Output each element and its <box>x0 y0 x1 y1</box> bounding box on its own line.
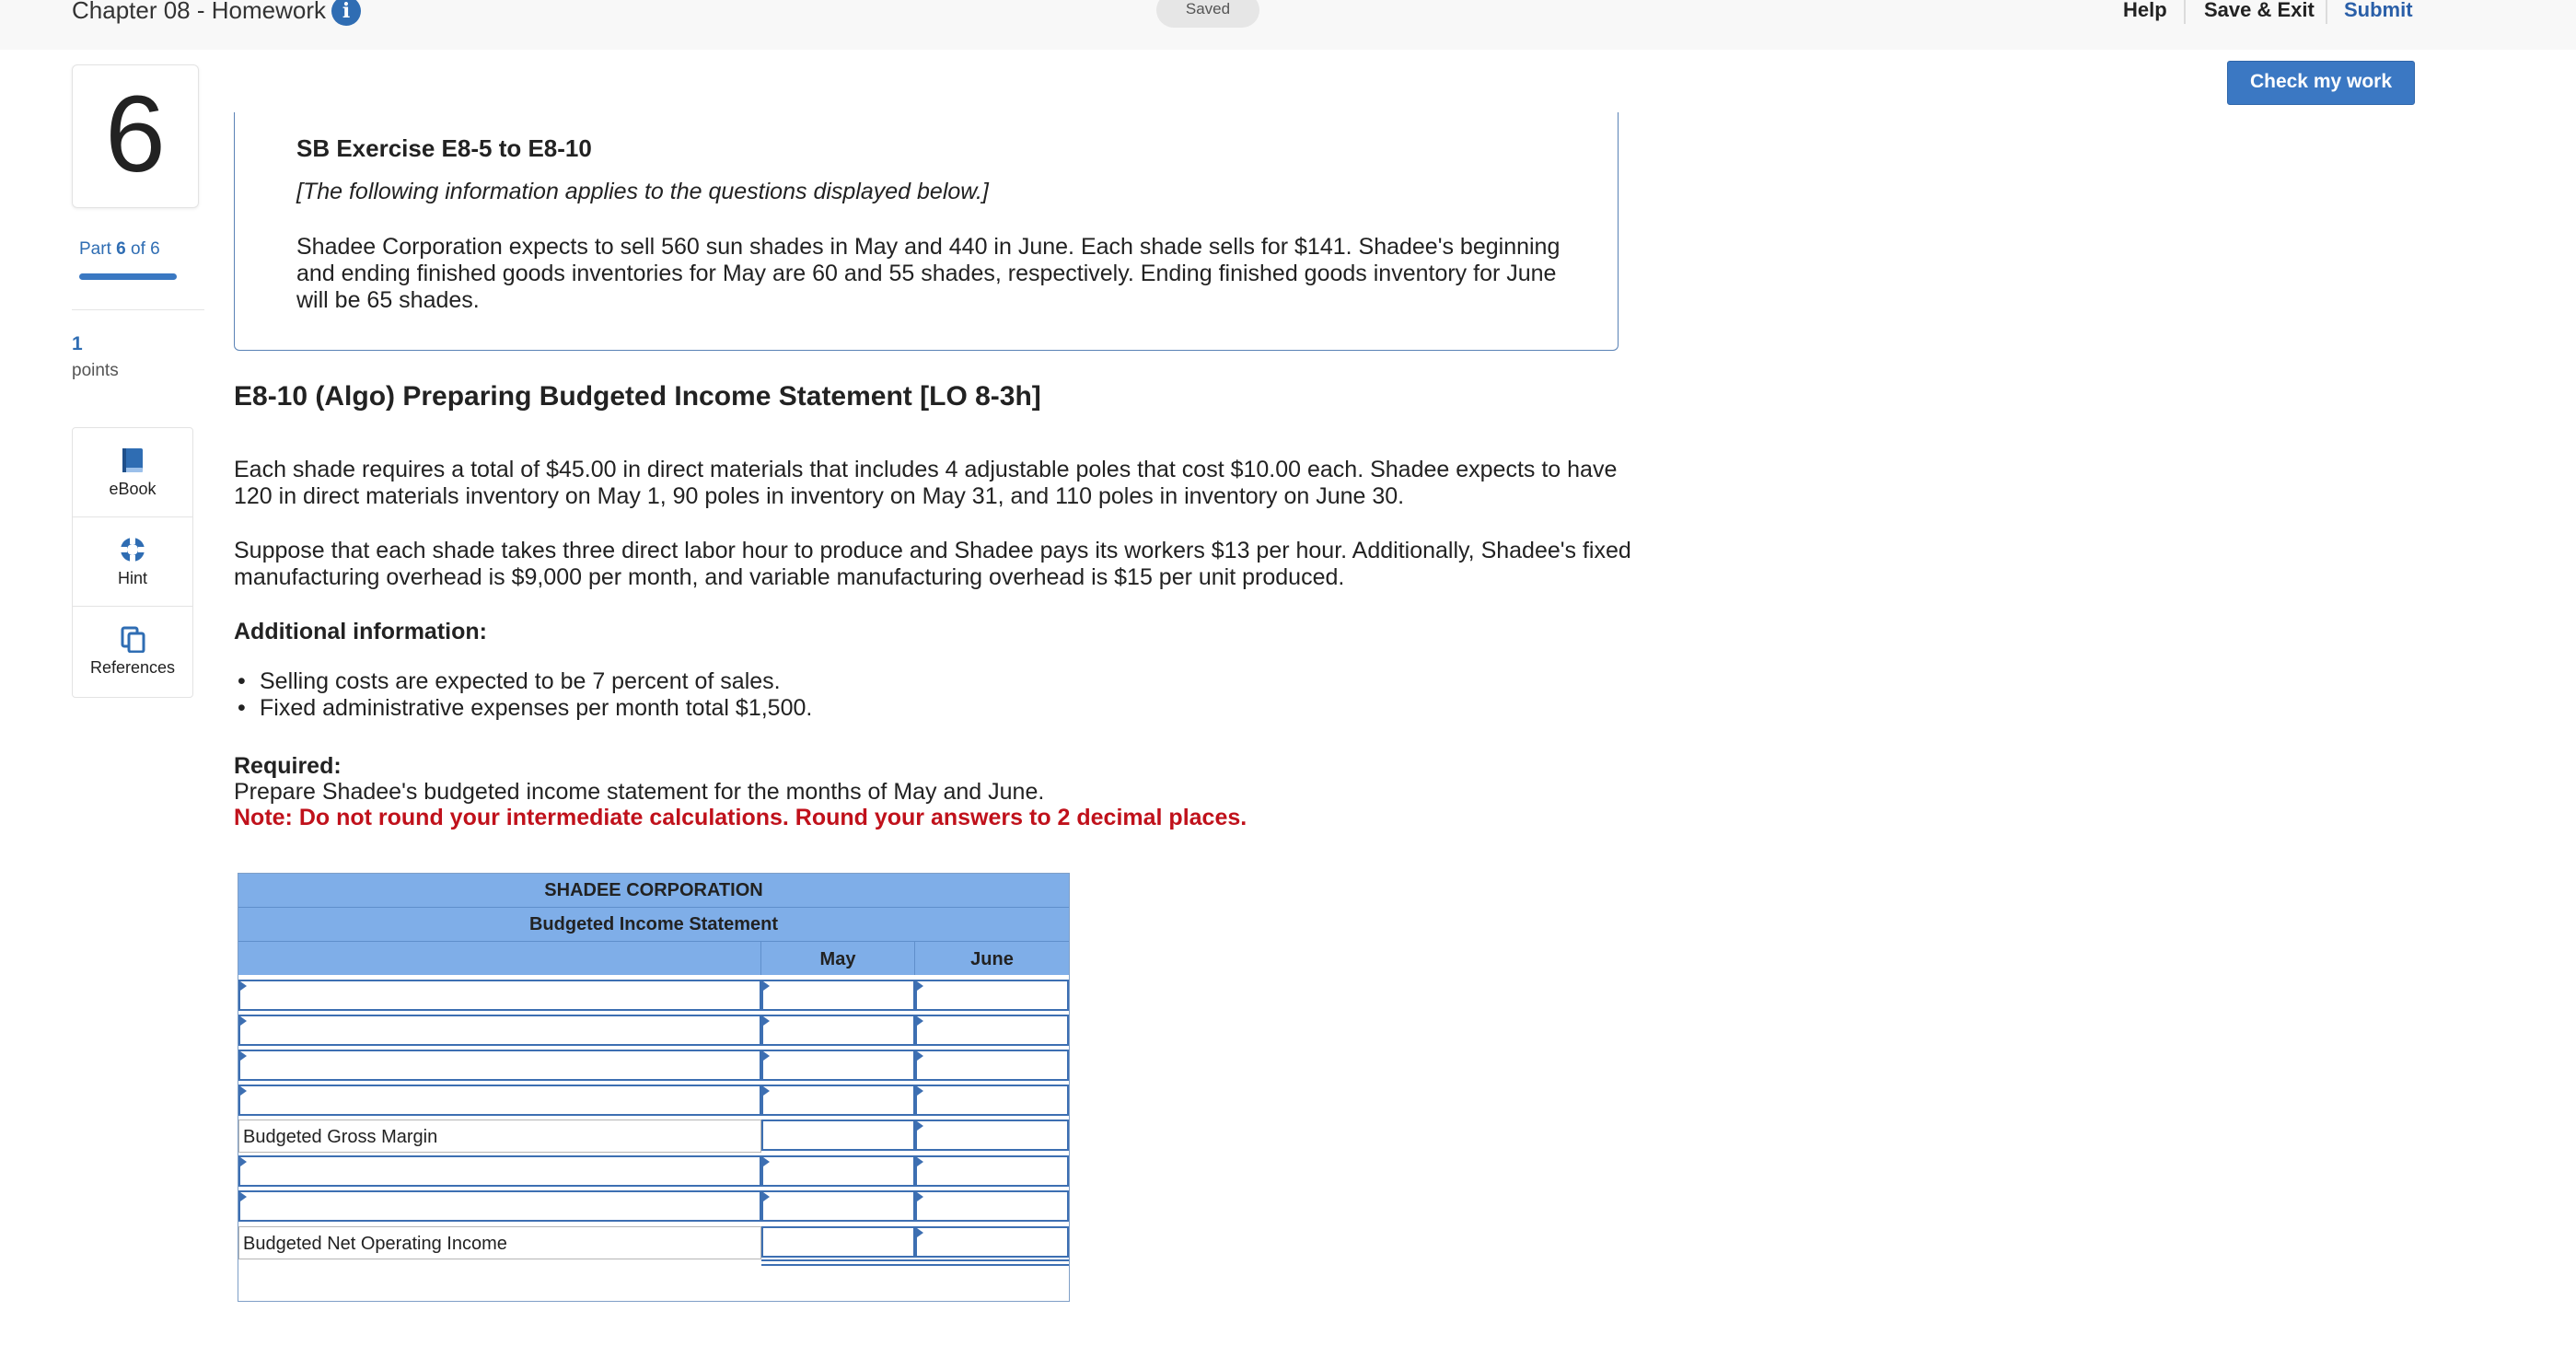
june-column-header: June <box>915 942 1069 975</box>
dropdown-marker-icon <box>917 1051 923 1061</box>
june-amount-input[interactable] <box>915 980 1069 1011</box>
dropdown-marker-icon <box>763 1051 770 1061</box>
dropdown-marker-icon <box>763 981 770 991</box>
account-dropdown[interactable] <box>238 1190 761 1222</box>
dropdown-marker-icon <box>763 1086 770 1096</box>
hint-icon <box>119 536 146 563</box>
info-icon[interactable]: i <box>331 0 361 26</box>
question-paragraph: Each shade requires a total of $45.00 in direct materials that includes 4 adjustable poles that cost $10.00 each. Shadee expects to have 120 in direct materials inventory on May 1, 90 poles in inventory on May 31, and 110 poles in inventory on June 30. <box>234 457 1618 509</box>
account-dropdown[interactable] <box>238 1050 761 1081</box>
may-amount-input[interactable] <box>761 1085 915 1116</box>
part-progress-bar <box>79 273 177 280</box>
rounding-note: Note: Do not round your intermediate calculations. Round your answers to 2 decimal places. <box>234 805 1247 830</box>
part-prefix: Part <box>79 239 111 259</box>
account-dropdown[interactable] <box>238 1085 761 1116</box>
may-amount-input[interactable] <box>761 1015 915 1046</box>
ebook-icon <box>119 447 146 474</box>
additional-info-list <box>234 668 812 722</box>
account-dropdown[interactable] <box>238 1015 761 1046</box>
intro-heading: SB Exercise E8-5 to E8-10 <box>296 134 592 162</box>
divider <box>2326 0 2327 24</box>
tools-panel <box>72 427 193 698</box>
ebook-button[interactable] <box>73 428 192 516</box>
net-operating-income-label: Budgeted Net Operating Income <box>238 1226 761 1259</box>
dropdown-marker-icon <box>240 1051 247 1061</box>
required-heading: Required: <box>234 753 342 779</box>
dropdown-marker-icon <box>763 1157 770 1166</box>
may-column-header: May <box>761 942 915 975</box>
intro-body: Shadee Corporation expects to sell 560 sun shades in May and 440 in June. Each shade sells for $141. Shadee's beginning and ending finished goods inventories for May are 60 and 55 shades, respectively. Ending finished goods inventory for June will be 65 shades. <box>296 234 1561 313</box>
label-column-header <box>238 942 761 975</box>
june-amount-input[interactable] <box>915 1050 1069 1081</box>
ebook-label: eBook <box>109 480 157 498</box>
save-exit-link[interactable]: Save & Exit <box>2204 0 2315 21</box>
june-amount-input[interactable] <box>915 1190 1069 1222</box>
may-amount-input[interactable] <box>761 1050 915 1081</box>
june-amount-input[interactable] <box>915 1085 1069 1116</box>
part-of: of 6 <box>131 239 160 259</box>
part-current: 6 <box>116 239 126 259</box>
account-dropdown[interactable] <box>238 1155 761 1187</box>
dropdown-marker-icon <box>917 1016 923 1026</box>
additional-info-heading: Additional information: <box>234 619 487 644</box>
dropdown-marker-icon <box>917 1086 923 1096</box>
june-amount-input[interactable] <box>915 1015 1069 1046</box>
dropdown-marker-icon <box>763 1192 770 1201</box>
dropdown-marker-icon <box>917 1121 923 1131</box>
gross-margin-label: Budgeted Gross Margin <box>238 1120 761 1153</box>
help-link[interactable]: Help <box>2123 0 2167 21</box>
references-label: References <box>89 658 176 677</box>
dropdown-marker-icon <box>917 1157 923 1166</box>
dropdown-marker-icon <box>917 1228 923 1237</box>
divider <box>72 309 204 310</box>
hint-label: Hint <box>117 569 147 587</box>
may-net-income-input[interactable] <box>761 1226 915 1258</box>
hint-button[interactable] <box>73 517 192 606</box>
dropdown-marker-icon <box>240 1157 247 1166</box>
dropdown-marker-icon <box>917 981 923 991</box>
question-number: 6 <box>72 64 199 208</box>
saved-status-badge: Saved <box>1156 0 1259 28</box>
statement-title-header: Budgeted Income Statement <box>238 908 1069 942</box>
dropdown-marker-icon <box>240 1086 247 1096</box>
may-amount-input[interactable] <box>761 980 915 1011</box>
account-dropdown[interactable] <box>238 980 761 1011</box>
references-icon <box>119 625 146 653</box>
june-net-income-input[interactable] <box>915 1226 1069 1258</box>
points-value: 1 <box>72 333 83 354</box>
divider <box>2184 0 2186 24</box>
dropdown-marker-icon <box>917 1192 923 1201</box>
dropdown-marker-icon <box>240 1192 247 1201</box>
total-underline <box>761 1259 1069 1266</box>
intro-note: [The following information applies to the questions displayed below.] <box>296 179 989 204</box>
part-indicator <box>79 239 160 260</box>
required-text: Prepare Shadee's budgeted income statement for the months of May and June. <box>234 779 1045 805</box>
top-bar <box>0 0 2576 50</box>
company-name-header: SHADEE CORPORATION <box>238 874 1069 908</box>
check-my-work-button[interactable]: Check my work <box>2227 61 2415 105</box>
list-item: • Fixed administrative expenses per month total $1,500. <box>234 695 812 722</box>
submit-link[interactable]: Submit <box>2344 0 2413 21</box>
references-button[interactable] <box>73 607 192 695</box>
june-gross-margin-input[interactable] <box>915 1120 1069 1151</box>
question-heading: E8-10 (Algo) Preparing Budgeted Income Statement [LO 8-3h] <box>234 381 1041 412</box>
question-paragraph: Suppose that each shade takes three direct labor hour to produce and Shadee pays its workers $13 per hour. Additionally, Shadee's fixed manufacturing overhead is $9,000 per month, and variable manufacturing overhead is $15 per unit produced. <box>234 538 1631 590</box>
dropdown-marker-icon <box>240 981 247 991</box>
dropdown-marker-icon <box>763 1016 770 1026</box>
income-statement-table <box>238 873 1070 1302</box>
points-label: points <box>72 361 119 380</box>
dropdown-marker-icon <box>240 1016 247 1026</box>
may-gross-margin-input[interactable] <box>761 1120 915 1151</box>
list-item: • Selling costs are expected to be 7 percent of sales. <box>234 668 812 695</box>
june-amount-input[interactable] <box>915 1155 1069 1187</box>
may-amount-input[interactable] <box>761 1190 915 1222</box>
may-amount-input[interactable] <box>761 1155 915 1187</box>
assignment-title: Chapter 08 - Homework <box>72 0 326 24</box>
